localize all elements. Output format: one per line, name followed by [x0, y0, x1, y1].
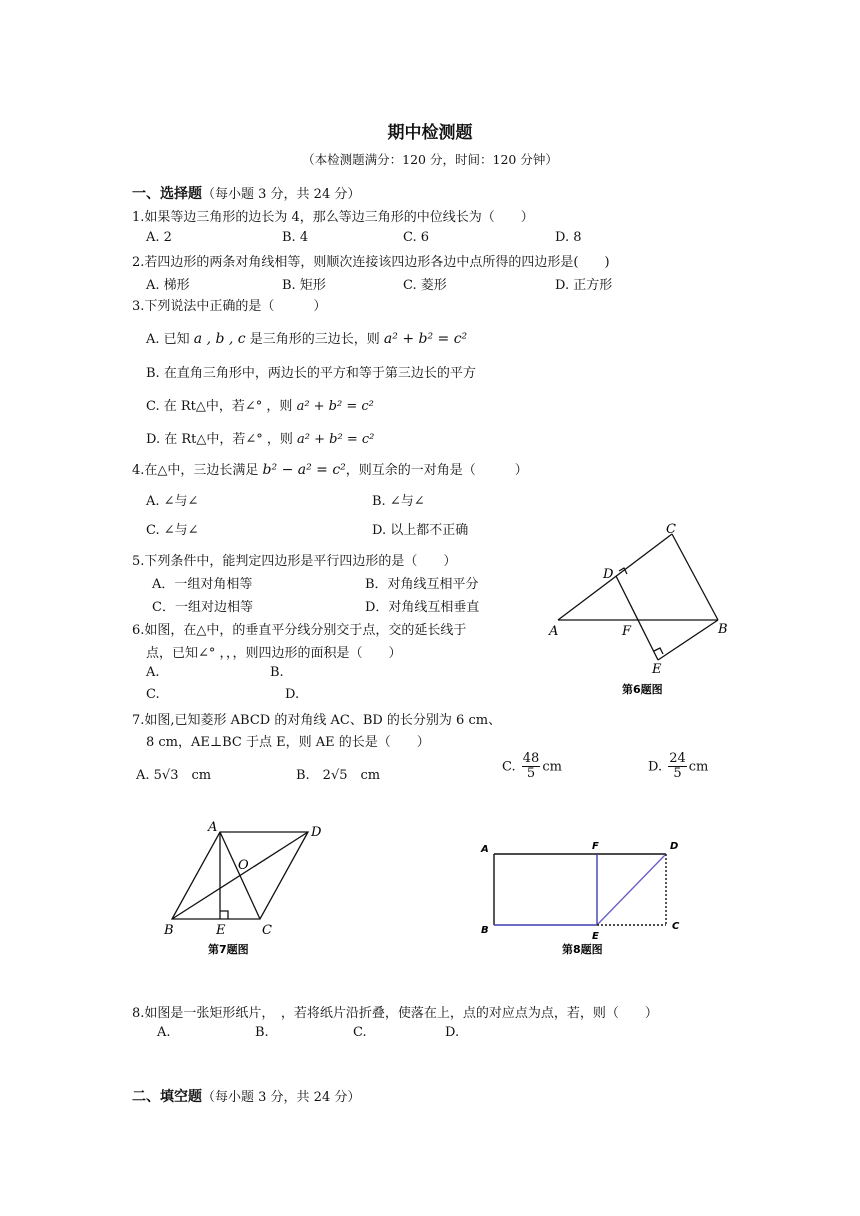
fraction-numerator: 24	[669, 751, 686, 766]
option-c-unit: cm	[542, 759, 562, 775]
figure-6-caption: 第6题图	[622, 683, 663, 696]
question-2-option-b: B. 矩形	[282, 278, 326, 293]
question-1-option-d: D. 8	[555, 230, 582, 245]
q4-equation: b² − a² = c²	[262, 462, 346, 478]
segment-de	[616, 576, 658, 660]
question-8-option-b: B.	[255, 1025, 269, 1040]
option-c-fraction	[522, 752, 541, 782]
section-heading	[132, 183, 360, 203]
question-3-option-b: B. 在直角三角形中，两边长的平方和等于第三边长的平方	[146, 366, 476, 381]
question-8-option-d: D.	[445, 1025, 460, 1040]
question-3-option-c	[146, 395, 374, 414]
question-7-option-d	[648, 752, 708, 782]
label-a: A	[549, 624, 559, 639]
label-d: D	[311, 825, 322, 840]
question-6-option-d: D.	[285, 687, 300, 702]
label-b: B	[164, 923, 174, 938]
question-8-option-c: C.	[353, 1025, 367, 1040]
q4-stem-prefix: 4.在△中，三边长满足	[132, 463, 263, 478]
label-f: F	[592, 841, 599, 852]
option-a-vars: a , b , c	[193, 331, 246, 347]
label-d: D	[670, 841, 679, 852]
page-title: 期中检测题	[387, 123, 473, 143]
label-o: O	[238, 858, 249, 873]
fraction-denominator: 5	[526, 766, 536, 782]
label-c: C	[666, 522, 676, 537]
question-1-stem: 1.如果等边三角形的边长为 4，那么等边三角形的中位线长为（ ）	[132, 210, 534, 225]
question-5-option-a: A．一组对角相等	[152, 577, 253, 592]
figure-8-caption: 第8题图	[562, 943, 603, 956]
question-4-option-d: D. 以上都不正确	[372, 523, 469, 538]
question-6-stem-line-1: 6.如图，在△中，的垂直平分线分别交于点，交的延长线于	[132, 623, 467, 638]
question-6-option-c: C.	[146, 687, 160, 702]
question-7-option-a: A. 5√3 cm	[136, 768, 212, 783]
option-d-equation: a² + b² = c²	[297, 432, 375, 447]
option-d-prefix: D.	[648, 759, 663, 775]
question-5-option-b: B．对角线互相平分	[365, 577, 479, 592]
question-5-stem: 5.下列条件中，能判定四边形是平行四边形的是（ ）	[132, 554, 457, 569]
question-3-stem: 3.下列说法中正确的是（ ）	[132, 299, 327, 314]
diagonal-bd	[172, 832, 308, 919]
question-2-option-d: D. 正方形	[555, 278, 613, 293]
question-7-option-b: B. 2√5 cm	[296, 768, 381, 783]
question-4-stem	[132, 459, 528, 478]
option-a-prefix: A. 已知	[146, 332, 190, 347]
label-a: A	[208, 820, 218, 835]
question-5-option-c: C．一组对边相等	[152, 600, 253, 615]
figure-8	[476, 832, 696, 967]
question-6-stem-line-2: 点，已知∠° ，，，则四边形的面积是（ ）	[146, 646, 402, 661]
label-e: E	[216, 923, 226, 938]
section-title: 一、选择题	[132, 186, 202, 202]
figure-7-caption: 第7题图	[208, 943, 249, 956]
option-d-prefix: D. 在 Rt△中，若∠° ，则	[146, 432, 298, 447]
right-angle-e	[654, 648, 663, 654]
segment-cb	[672, 534, 718, 620]
section-note: （每小题 3 分，共 24 分）	[202, 1090, 361, 1105]
label-a: A	[481, 844, 489, 855]
label-d: D	[603, 567, 614, 582]
question-4-option-c: C. ∠与∠	[146, 523, 199, 538]
question-4-option-a: A. ∠与∠	[146, 494, 199, 509]
question-8-option-a: A.	[157, 1025, 171, 1040]
option-a-equation: a² + b² = c²	[383, 331, 468, 347]
question-5-option-d: D．对角线互相垂直	[365, 600, 480, 615]
fraction-numerator: 48	[522, 751, 540, 766]
question-3-option-a	[146, 328, 467, 347]
label-c: C	[672, 921, 680, 932]
question-4-option-b: B. ∠与∠	[372, 494, 425, 509]
label-e: E	[652, 662, 662, 677]
option-c-prefix: C. 在 Rt△中，若∠° ，则	[146, 399, 297, 414]
label-b: B	[481, 925, 489, 936]
question-7-stem-line-2: 8 cm，AE⊥BC 于点 E，则 AE 的长是（ ）	[146, 735, 430, 750]
option-a-mid: 是三角形的三边长，则	[245, 332, 384, 347]
fold-line-ed	[597, 854, 666, 925]
question-7-stem-line-1: 7.如图,已知菱形 ABCD 的对角线 AC、BD 的长分别为 6 cm、	[132, 713, 502, 728]
label-b: B	[718, 622, 728, 637]
question-2-stem: 2.若四边形的两条对角线相等，则顺次连接该四边形各边中点所得的四边形是( )	[132, 255, 610, 270]
section-heading	[132, 1086, 360, 1106]
question-6-option-a: A.	[146, 665, 160, 680]
figure-7	[158, 818, 338, 963]
option-d-unit: cm	[688, 759, 709, 775]
q4-stem-suffix: ，则互余的一对角是（ ）	[345, 463, 528, 478]
question-3-option-d	[146, 428, 374, 447]
question-6-option-b: B.	[270, 665, 284, 680]
option-c-prefix: C.	[502, 759, 516, 775]
question-2-option-a: A. 梯形	[146, 278, 190, 293]
label-c: C	[262, 923, 272, 938]
question-1-option-c: C. 6	[403, 230, 430, 245]
option-d-fraction	[668, 752, 687, 782]
segment-be	[658, 620, 718, 660]
section-note: （每小题 3 分，共 24 分）	[202, 187, 361, 202]
question-2-option-c: C. 菱形	[403, 278, 447, 293]
exam-info: （本检测题满分：120 分，时间：120 分钟）	[302, 152, 558, 167]
label-e: E	[592, 931, 599, 942]
label-f: F	[622, 624, 632, 639]
question-8-stem: 8.如图是一张矩形纸片， ，若将纸片沿折叠，使落在上，点的对应点为点，若，则（ ）	[132, 1006, 658, 1021]
question-1-option-b: B. 4	[282, 230, 309, 245]
fraction-denominator: 5	[673, 766, 682, 782]
right-angle-e	[220, 911, 228, 919]
option-c-equation: a² + b² = c²	[296, 399, 374, 414]
question-1-option-a: A. 2	[146, 230, 172, 245]
section-title: 二、填空题	[132, 1089, 202, 1105]
segment-ac	[558, 534, 672, 620]
figure-6	[540, 520, 740, 700]
question-7-option-c	[502, 752, 562, 782]
